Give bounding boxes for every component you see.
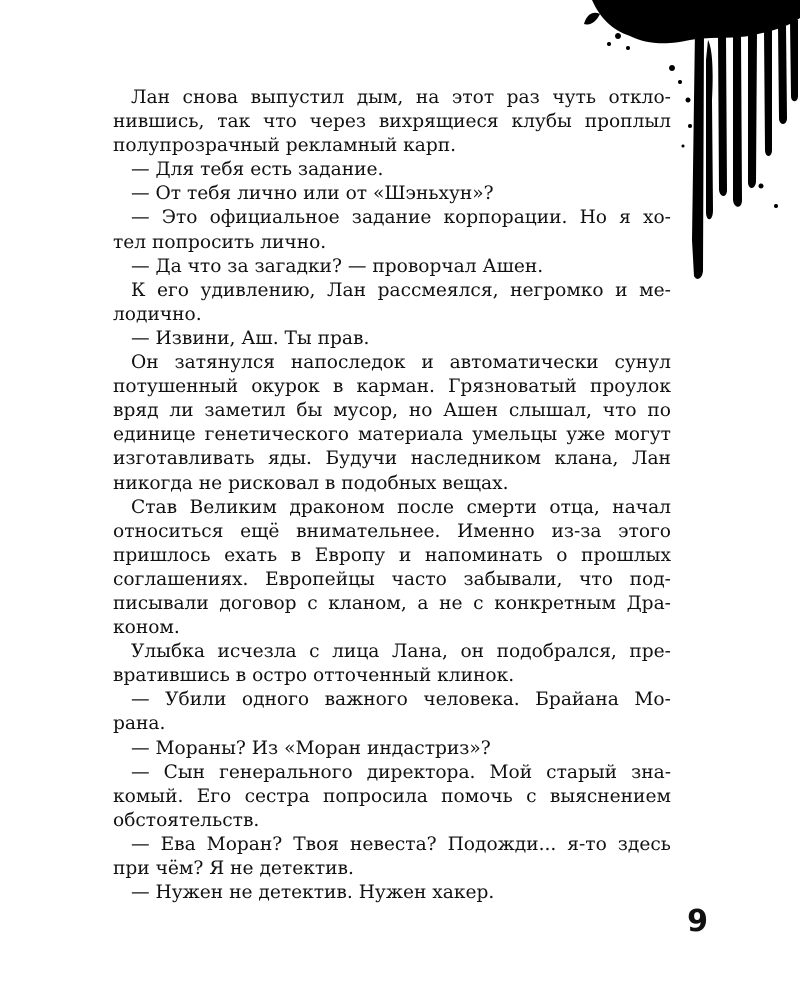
text-line: единице генетического материала умельцы уже могут bbox=[113, 424, 671, 446]
paragraph bbox=[113, 182, 671, 206]
paragraph bbox=[113, 761, 671, 833]
text-line: — От тебя лично или от «Шэньхун»? bbox=[131, 183, 494, 205]
text-line: Став Великим драконом после смерти отца, начал bbox=[131, 496, 671, 518]
text-line: — Убили одного важного человека. Брайана Мо- bbox=[131, 689, 671, 711]
paragraph bbox=[113, 158, 671, 182]
paragraph bbox=[113, 351, 671, 496]
paragraph bbox=[113, 688, 671, 736]
paragraph bbox=[113, 255, 671, 279]
text-line: полупрозрачный рекламный карп. bbox=[113, 135, 457, 157]
text-line: при чём? Я не детектив. bbox=[113, 858, 354, 879]
text-line: — Это официальное задание корпорации. Но я хо- bbox=[131, 207, 671, 229]
text-line: писывали договор с кланом, а не с конкретным Дра- bbox=[113, 592, 671, 614]
text-line: вратившись в остро отточенный клинок. bbox=[113, 665, 515, 687]
text-line: комый. Его сестра попросила помочь с выяснением bbox=[113, 785, 671, 807]
text-line: обстоятельств. bbox=[113, 809, 260, 831]
text-line: никогда не рисковал в подобных вещах. bbox=[113, 472, 509, 494]
page-number: 9 bbox=[687, 904, 708, 939]
text-line: рана. bbox=[113, 713, 166, 735]
text-line: пришлось ехать в Европу и напоминать о прошлых bbox=[113, 544, 671, 566]
text-line: изготавливать яды. Будучи наследником клана, Лан bbox=[113, 448, 671, 470]
text-line: соглашениях. Европейцы часто забывали, что под- bbox=[113, 568, 671, 590]
paragraph bbox=[113, 881, 671, 905]
text-line: относиться ещё внимательнее. Именно из-за этого bbox=[113, 520, 671, 542]
paragraph bbox=[113, 640, 671, 688]
text-line: потушенный окурок в карман. Грязноватый проулок bbox=[113, 376, 671, 398]
paragraph bbox=[113, 206, 671, 254]
text-line: коном. bbox=[113, 617, 180, 639]
text-line: нившись, так что через вихрящиеся клубы проплыл bbox=[113, 111, 671, 133]
body-text bbox=[113, 86, 671, 905]
text-line: — Извини, Аш. Ты прав. bbox=[131, 327, 370, 349]
text-line: лодично. bbox=[113, 303, 202, 325]
text-line: — Сын генерального директора. Мой старый зна- bbox=[131, 761, 671, 783]
text-line: вряд ли заметил бы мусор, но Ашен слышал, что по bbox=[113, 400, 671, 422]
paragraph bbox=[113, 279, 671, 327]
paragraph bbox=[113, 737, 671, 761]
text-line: Он затянулся напоследок и автоматически сунул bbox=[131, 352, 671, 374]
paragraph bbox=[113, 86, 671, 158]
text-line: Улыбка исчезла с лица Лана, он подобрался, пре- bbox=[131, 641, 671, 663]
text-line: — Ева Моран? Твоя невеста? Подожди... я-то здесь bbox=[131, 833, 671, 855]
text-line: Лан снова выпустил дым, на этот раз чуть откло- bbox=[131, 87, 671, 108]
text-line: — Мораны? Из «Моран индастриз»? bbox=[131, 737, 491, 759]
paragraph bbox=[113, 496, 671, 641]
text-line: — Для тебя есть задание. bbox=[131, 159, 384, 181]
text-line: тел попросить лично. bbox=[113, 231, 327, 253]
text-line: — Да что за загадки? — проворчал Ашен. bbox=[131, 255, 544, 277]
paragraph bbox=[113, 327, 671, 351]
text-line: К его удивлению, Лан рассмеялся, негромко и ме- bbox=[131, 279, 671, 301]
paragraph bbox=[113, 833, 671, 881]
text-line: — Нужен не детектив. Нужен хакер. bbox=[131, 882, 495, 904]
